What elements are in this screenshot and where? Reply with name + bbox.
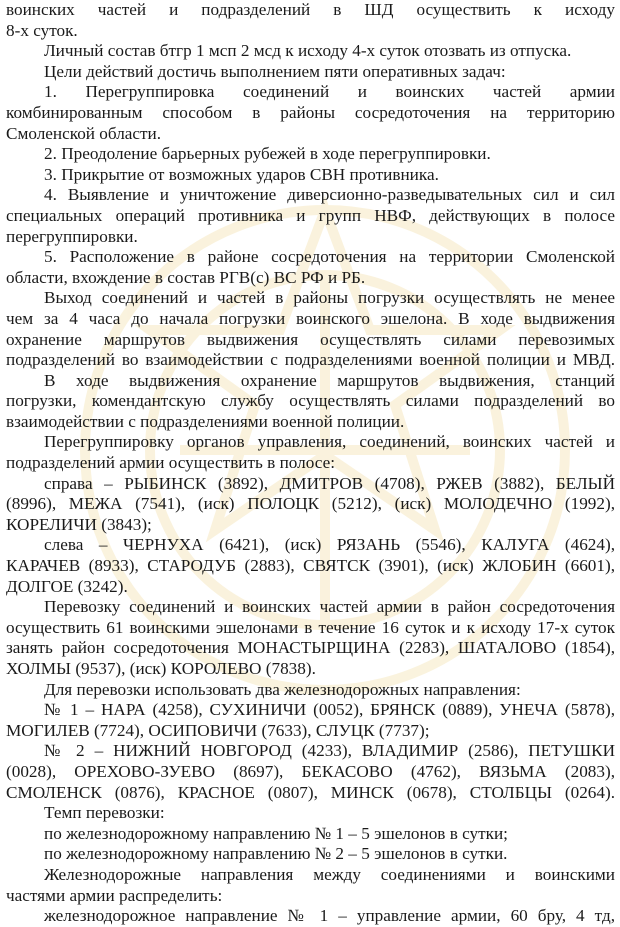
text-line: Перегруппировку органов управления, соединений, воинских частей и (44, 432, 615, 452)
text-line: Темп перевозки: (44, 803, 165, 823)
text-line: по железнодорожному направлению № 2 – 5 эшелонов в сутки. (44, 844, 508, 864)
text-line: взаимодействии с подразделениями военной полиции. (6, 411, 405, 431)
text-line: В ходе выдвижения охранение маршрутов выдвижения, станций (44, 370, 615, 390)
text-line: 3. Прикрытие от возможных ударов СВН противника. (44, 164, 439, 184)
text-line: СМОЛЕНСК (0876), КРАСНОЕ (0807), МИНСК (0678), СТОЛБЦЫ (0264). (6, 782, 615, 802)
text-line: 5. Расположение в районе сосредоточения на территории Смоленской (44, 247, 615, 267)
text-line: по железнодорожному направлению № 1 – 5 эшелонов в сутки; (44, 823, 508, 843)
text-line: охранение маршрутов выдвижения осуществлять силами перевозимых (6, 329, 615, 349)
text-line: чем за 4 часа до начала погрузки воинского эшелона. В ходе выдвижения (6, 308, 615, 328)
text-line: осуществить 61 воинскими эшелонами в течение 16 суток и к исходу 17-х суток (6, 617, 615, 637)
text-line: Железнодорожные направления между соединениями и воинскими (44, 864, 615, 884)
text-line: № 1 – НАРА (4258), СУХИНИЧИ (0052), БРЯНСК (0889), УНЕЧА (5878), (44, 700, 615, 720)
text-line: (0028), ОРЕХОВО-ЗУЕВО (8697), БЕКАСОВО (4762), ВЯЗЬМА (2083), (6, 761, 615, 781)
text-line: 4. Выявление и уничтожение диверсионно-разведывательных сил и сил (44, 185, 615, 205)
text-line: 8-х суток. (6, 20, 78, 40)
text-line: КАРАЧЕВ (8933), СТАРОДУБ (2883), СВЯТСК (3901), (иск) ЖЛОБИН (6601), (6, 556, 615, 576)
text-line: слева – ЧЕРНУХА (6421), (иск) РЯЗАНЬ (5546), КАЛУГА (4624), (44, 535, 615, 555)
text-line: Для перевозки использовать два железнодорожных направления: (44, 679, 521, 699)
text-line: Смоленской области. (6, 123, 162, 143)
text-line: подразделений во взаимодействии с подразделениями военной полиции и МВД. (6, 350, 615, 370)
text-line: Выход соединений и частей в районы погрузки осуществлять не менее (44, 288, 615, 308)
text-line: 1. Перегруппировка соединений и воинских частей армии (44, 82, 615, 102)
text-line: ДОЛГОЕ (3242). (6, 576, 128, 596)
text-line: ХОЛМЫ (9537), (иск) КОРОЛЕВО (7838). (6, 659, 316, 678)
text-line: области, вхождение в состав РГВ(с) ВС РФ и РБ. (6, 267, 366, 287)
text-line: Цели действий достичь выполнением пяти оперативных задач: (44, 61, 506, 81)
text-line: № 2 – НИЖНИЙ НОВГОРОД (4233), ВЛАДИМИР (2586), ПЕТУШКИ (44, 741, 615, 761)
text-line: комбинированным способом в районы сосредоточения на территорию (6, 102, 615, 122)
text-line: 2. Преодоление барьерных рубежей в ходе перегруппировки. (44, 144, 491, 164)
text-line: (8996), МЕЖА (7541), (иск) ПОЛОЦК (5212), (иск) МОЛОДЕЧНО (1992), (6, 494, 615, 514)
text-line: воинских частей и подразделений в ШД осуществить к исходу (6, 0, 615, 19)
text-line: железнодорожное направление № 1 – управление армии, 60 бру, 4 тд, (44, 906, 615, 926)
text-line: Перевозку соединений и воинских частей армии в район сосредоточения (44, 597, 615, 617)
text-line: справа – РЫБИНСК (3892), ДМИТРОВ (4708), РЖЕВ (3882), БЕЛЫЙ (44, 473, 615, 493)
text-line: занять район сосредоточения МОНАСТЫРЩИНА (2283), ШАТАЛОВО (1854), (6, 638, 615, 658)
text-line: специальных операций противника и групп НВФ, действующих в полосе (6, 205, 615, 225)
text-line: Личный состав бтгр 1 мсп 2 мсд к исходу 4-х суток отозвать из отпуска. (44, 41, 572, 61)
text-line: КОРЕЛИЧИ (3843); (6, 514, 152, 534)
text-line: перегруппировки. (6, 226, 138, 246)
text-line: частями армии распределить: (6, 885, 223, 905)
text-line: МОГИЛЕВ (7724), ОСИПОВИЧИ (7633), СЛУЦК (7737); (6, 720, 430, 740)
text-line: подразделений армии осуществить в полосе: (6, 453, 335, 473)
text-line: погрузки, комендантскую службу осуществлять силами подразделений во (6, 391, 615, 411)
